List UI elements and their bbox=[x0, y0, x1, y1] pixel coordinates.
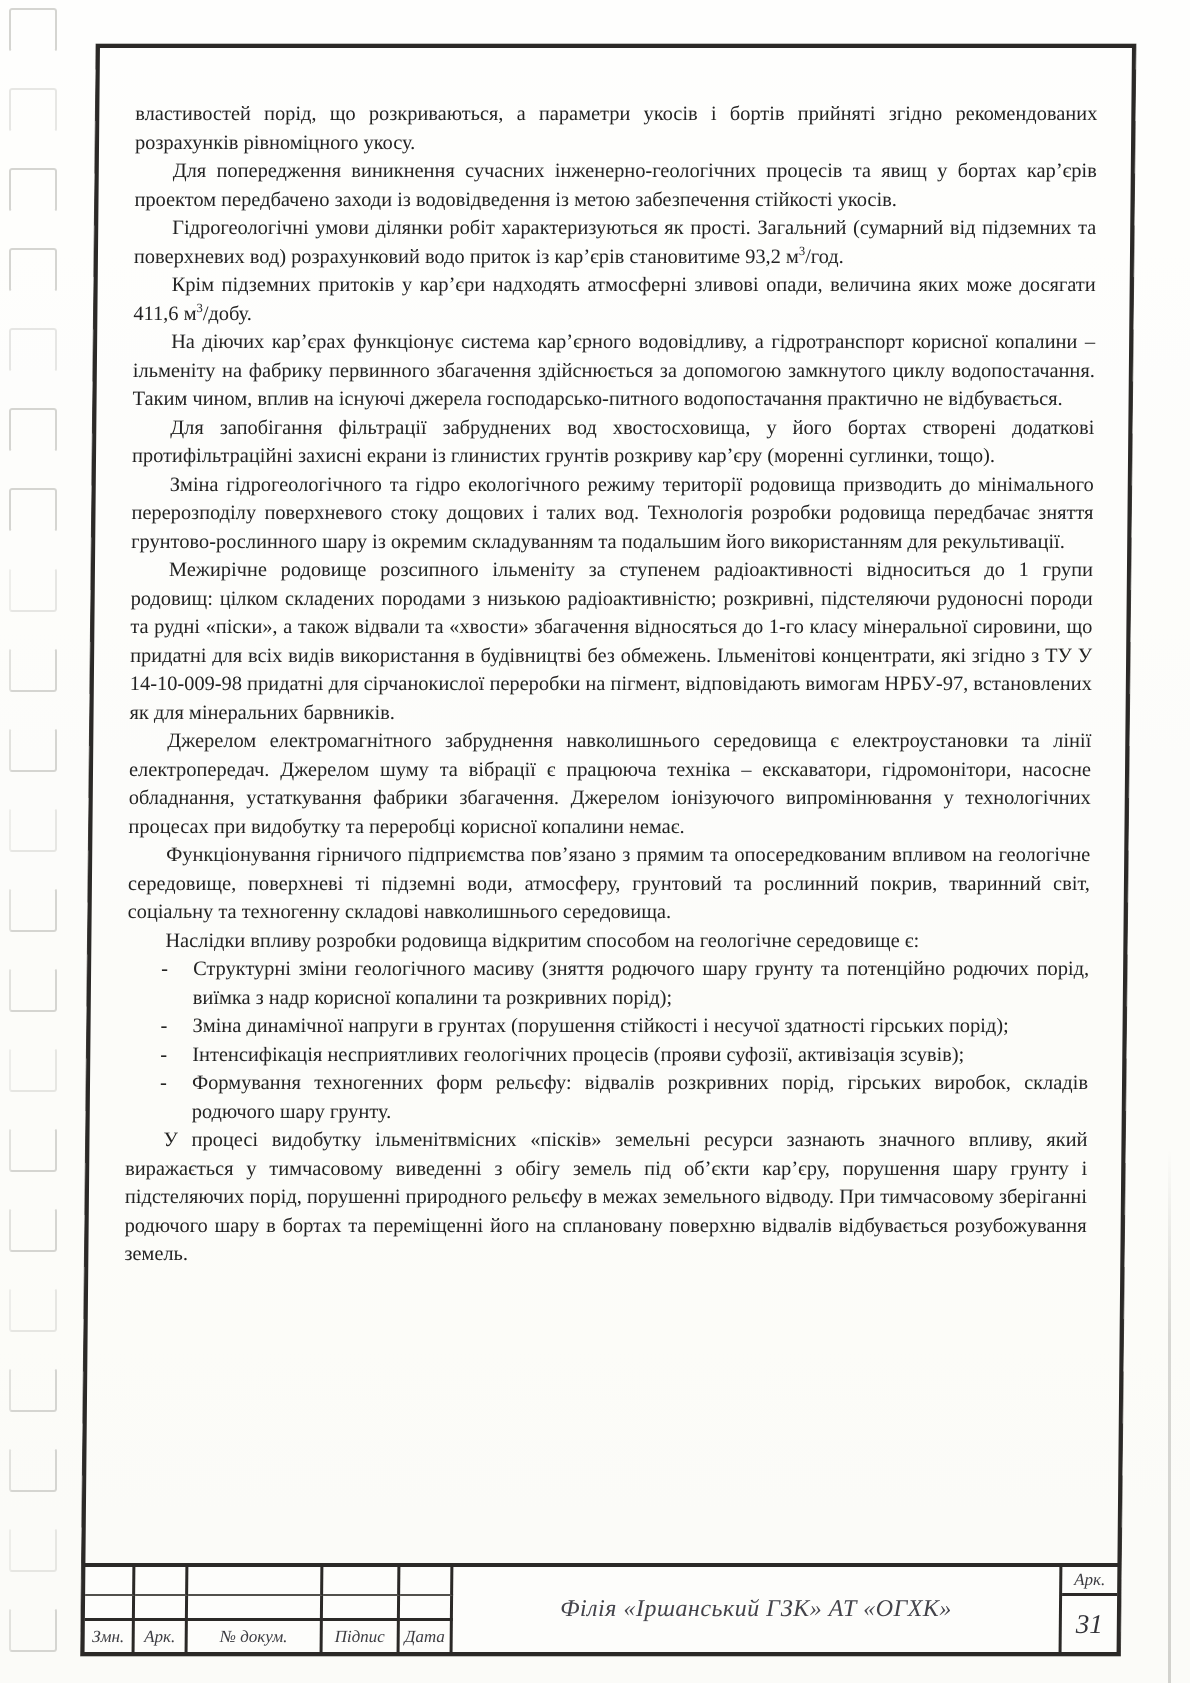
binder-hole-mark bbox=[9, 968, 57, 1012]
titleblock-empty-cell bbox=[400, 1567, 453, 1596]
paragraph: Функціонування гірничого підприємства пов’язано з прямим та опосередкованим впливом на геологічне середовище, поверхневі ті підземні води, атмосферу, грунтовий та рослинний покрив, тваринний світ, соціальну та техногенну складові навколишнього середовища. bbox=[127, 844, 1091, 923]
titleblock-empty-cell bbox=[188, 1567, 323, 1596]
titleblock-empty-cell bbox=[323, 1596, 400, 1621]
paragraph: Зміна гідрогеологічного та гідро екологічного режиму території родовища призводить до мінімального перерозподілу поверхневого стоку дощових і талих вод. Технологія розробки родовища передбачає зняття грунтово-рослинного шару із окремим складуванням та подальшим його використанням для рекультивації. bbox=[131, 473, 1094, 553]
list-dash: - bbox=[160, 1043, 168, 1066]
binder-hole-mark bbox=[9, 1528, 57, 1572]
paragraph: Крім підземних притоків у кар’єри надходять атмосферні зливові опади, величина яких може досягати 411,6 $м^3$/добу. bbox=[133, 274, 1096, 325]
binder-hole-mark bbox=[9, 328, 57, 372]
binder-hole-mark bbox=[9, 88, 57, 132]
binder-hole-mark bbox=[9, 1208, 57, 1252]
binder-hole-mark bbox=[9, 1608, 57, 1652]
binder-hole-mark bbox=[9, 1048, 57, 1092]
list-item-text: Зміна динамічної напруги в грунтах (порушення стійкості і несучої здатності гірських порід); bbox=[192, 1015, 1009, 1037]
list-item-text: Інтенсифікація несприятливих геологічних процесів (прояви суфозії, активізація зсувів); bbox=[192, 1043, 965, 1066]
titleblock-empty-cell bbox=[135, 1567, 188, 1596]
titleblock-label-pidpys: Підпис bbox=[323, 1621, 400, 1652]
binder-hole-mark bbox=[9, 888, 57, 932]
titleblock-empty-cell bbox=[323, 1567, 400, 1596]
binder-hole-mark bbox=[9, 168, 57, 212]
titleblock-label-dokum: № докум. bbox=[188, 1621, 323, 1652]
list-item-text: Формування техногенних форм рельєфу: відвалів розкривних порід, гірських виробок, складів родючого шару грунту. bbox=[191, 1072, 1089, 1123]
paragraph: властивостей порід, що розкриваються, а параметри укосів і бортів прийняті згідно рекомендованих розрахунків рівноміцного укосу. bbox=[134, 103, 1098, 154]
binder-hole-mark bbox=[9, 1448, 57, 1492]
paragraph: На діючих кар’єрах функціонує система кар’єрного водовідливу, а гідротранспорт корисної копалини – ільменіту на фабрику первинного збагачення здійснюється за допомогою замкнутого циклу водопостачання. Таким чином, вплив на існуючі джерела господарсько-питного водопостачання практично не відбувається. bbox=[132, 331, 1096, 410]
binder-hole-mark bbox=[9, 8, 57, 52]
paragraph: Для запобігання фільтрації забруднених вод хвостосховища, у його бортах створені додаткові протифільтраційні захисні екрани із глинистих грунтів розкриву кар’єру (моренні суглинки, тощо). bbox=[131, 416, 1095, 467]
titleblock-label-zmn: Змн. bbox=[85, 1621, 135, 1652]
binder-hole-mark bbox=[9, 648, 57, 692]
titleblock-empty-cell bbox=[188, 1596, 323, 1621]
binder-hole-mark bbox=[9, 1128, 57, 1172]
paragraph: Для попередження виникнення сучасних інженерно-геологічних процесів та явищ у бортах кар’єрів проектом передбачено заходи із водовідведення із метою забезпечення стійкості укосів. bbox=[134, 160, 1097, 211]
titleblock-label-data: Дата bbox=[400, 1621, 453, 1652]
titleblock-empty-cell bbox=[85, 1596, 135, 1621]
list-item bbox=[127, 955, 1090, 1012]
paragraph: Межирічне родовище розсипного ільменіту за ступенем радіоактивності відноситься до 1 групи родовищ: цілком складених породами з низькою радіоактивністю; розкривні, підстеляючи рудоносні породи та рудні «піски», а також відвали та «хвости» збагачення відносяться до 1-го класу мінеральної сировини, що придатні для всіх видів використання в будівництві без обмежень. Ільменітові концентрати, які згідно з ТУ У 14-10-009-98 придатні для сірчанокислої переробки на пігмент, відповідають вимогам НРБУ-97, встановлених як для мінеральних барвників. bbox=[129, 559, 1094, 724]
organization-name: Філія «Іршанський ГЗК» АТ «ОГХК» bbox=[453, 1567, 1063, 1652]
title-block bbox=[81, 1563, 1122, 1656]
binder-hole-mark bbox=[9, 728, 57, 772]
titleblock-empty-cell bbox=[85, 1567, 135, 1596]
document-frame bbox=[81, 44, 1136, 1656]
binder-hole-mark bbox=[9, 808, 57, 852]
list-item bbox=[126, 1012, 1088, 1041]
binder-hole-mark bbox=[9, 568, 57, 612]
list-item-text: Структурні зміни геологічного масиву (зняття родючого шару грунту та потенційно родючих порід, виїмка з надр корисної копалини та розкривних порід); bbox=[192, 958, 1090, 1009]
list-dash: - bbox=[160, 1015, 168, 1037]
binder-hole-marks bbox=[0, 0, 70, 1683]
titleblock-empty-cell bbox=[400, 1596, 453, 1621]
paragraph: Гідрогеологічні умови ділянки робіт характеризуються як прості. Загальний (сумарний від підземних та поверхневих вод) розрахунковий водо приток із кар’єрів становитиме 93,2 $м^3$/год. bbox=[133, 217, 1097, 268]
binder-hole-mark bbox=[9, 1368, 57, 1412]
sheet-number: 31 bbox=[1075, 1608, 1103, 1639]
binder-hole-mark bbox=[9, 248, 57, 292]
paragraph: Джерелом електромагнітного забруднення навколишнього середовища є електроустановки та лінії електропередач. Джерелом шуму та вібрації є працююча техніка – екскаватори, гідромонітори, насосне обладнання, устаткування фабрики збагачення. Джерелом іонізуючого випромінювання у технологічних процесах при видобутку та переробці корисної копалини немає. bbox=[128, 730, 1092, 838]
document-body-text bbox=[124, 100, 1097, 1269]
titleblock-empty-cell bbox=[135, 1596, 188, 1621]
binder-hole-mark bbox=[9, 488, 57, 532]
list-dash: - bbox=[159, 1072, 167, 1094]
titleblock-label-ark: Арк. bbox=[135, 1621, 188, 1652]
binder-hole-mark bbox=[9, 1288, 57, 1332]
list-item bbox=[126, 1041, 1088, 1070]
sheet-label: Арк. bbox=[1062, 1567, 1117, 1596]
list-dash: - bbox=[161, 958, 169, 980]
paper-edge-shadow bbox=[1168, 1150, 1171, 1683]
list-item bbox=[126, 1069, 1089, 1126]
binder-hole-mark bbox=[9, 408, 57, 452]
paragraph: Наслідки впливу розробки родовища відкритим способом на геологічне середовище є: bbox=[165, 929, 920, 952]
paragraph: У процесі видобутку ільменітвмісних «пісків» земельні ресурси зазнають значного впливу, який виражається у тимчасовому виведенні з обігу земель під об’єкти кар’єру, порушення шару грунту і підстеляючих порід, порушенні природного рельєфу в межах земельного відводу. При тимчасовому зберіганні родючого шару в бортах та переміщенні його на сплановану поверхню відвалів відбувається розубожування земель. bbox=[124, 1129, 1088, 1265]
